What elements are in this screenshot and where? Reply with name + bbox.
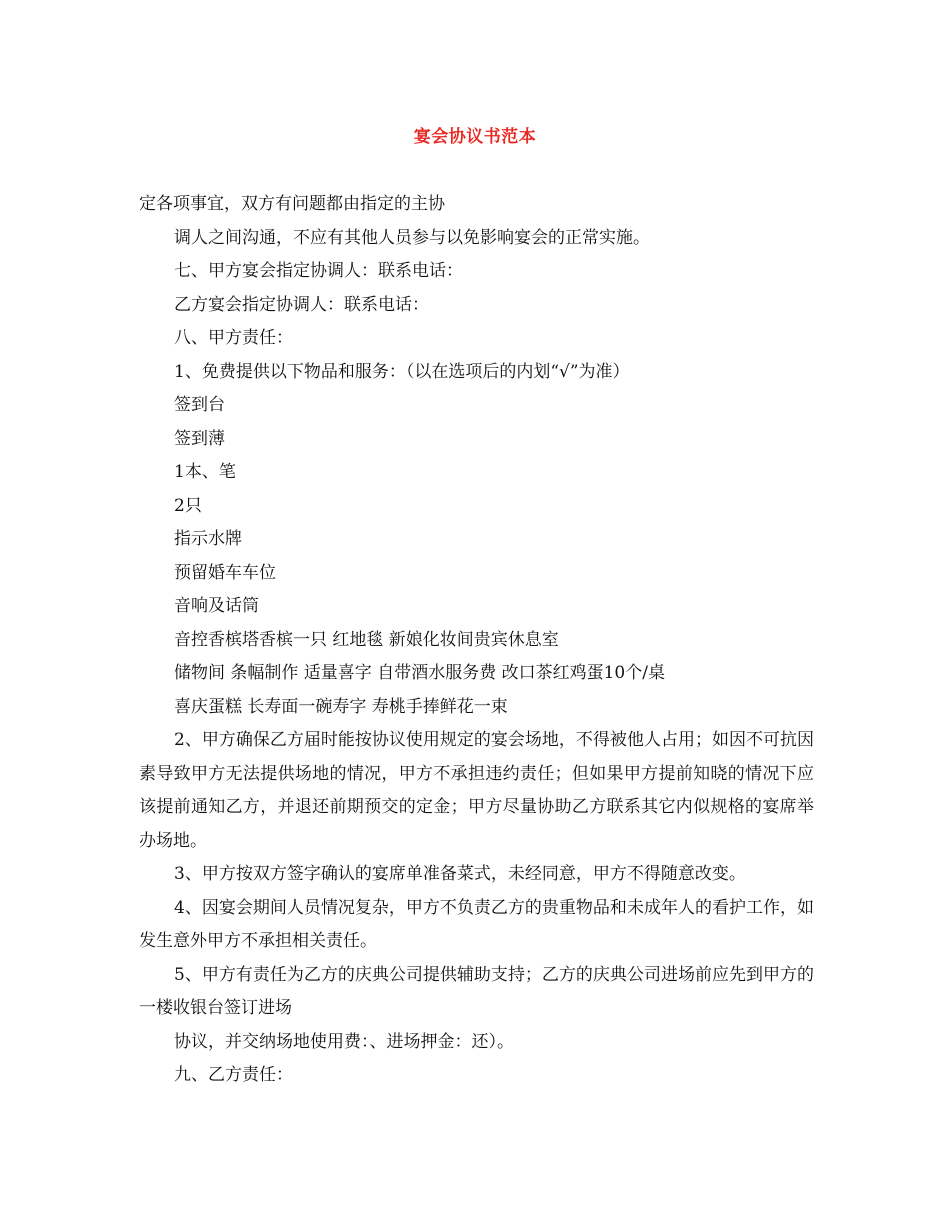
paragraph: 4、因宴会期间人员情况复杂，甲方不负责乙方的贵重物品和未成年人的看护工作，如发生意外甲方不承担相关责任。 <box>139 897 814 951</box>
list-item: 2只 <box>174 495 202 516</box>
text-line: 定各项事宜，双方有问题都由指定的主协 <box>139 194 445 214</box>
section-heading-8: 八、甲方责任： <box>174 328 293 348</box>
text-line: 乙方宴会指定协调人：联系电话： <box>174 294 429 315</box>
text-line: 1、免费提供以下物品和服务：（以在选项后的内划“√”为准） <box>174 361 630 382</box>
list-item: 签到台 <box>174 395 225 415</box>
document-title: 宴会协议书范本 <box>413 127 537 147</box>
list-item: 喜庆蛋糕 长寿面一碗寿字 寿桃手捧鲜花一束 <box>174 696 508 717</box>
list-item: 指示水牌 <box>174 529 242 549</box>
list-item: 签到薄 <box>174 428 225 449</box>
list-item: 储物间 条幅制作 适量喜字 自带酒水服务费 改口茶红鸡蛋10个/桌 <box>174 663 665 683</box>
paragraph: 3、甲方按双方签字确认的宴席单准备菜式，未经同意，甲方不得随意改变。 <box>174 864 746 884</box>
text-line: 调人之间沟通，不应有其他人员参与以免影响宴会的正常实施。 <box>174 227 650 248</box>
list-item: 预留婚车车位 <box>174 562 276 583</box>
list-item: 音响及话筒 <box>174 596 259 616</box>
list-item: 音控香槟塔香槟一只 红地毯 新娘化妆间贵宾休息室 <box>174 629 559 650</box>
document-body <box>139 188 814 1093</box>
list-item: 1本、笔 <box>174 462 236 482</box>
section-heading-7: 七、甲方宴会指定协调人：联系电话： <box>174 261 463 281</box>
section-heading-9: 九、乙方责任： <box>174 1065 293 1085</box>
paragraph: 2、甲方确保乙方届时能按协议使用规定的宴会场地，不得被他人占用；如因不可抗因素导致甲方无法提供场地的情况，甲方不承担违约责任；但如果甲方提前知晓的情况下应该提前通知乙方，并退还前期预交的定金；甲方尽量协助乙方联系其它内似规格的宴席举办场地。 <box>139 730 814 851</box>
paragraph: 5、甲方有责任为乙方的庆典公司提供辅助支持；乙方的庆典公司进场前应先到甲方的一楼收银台签订进场 <box>139 964 814 1018</box>
text-line: 协议，并交纳场地使用费：、进场押金：还）。 <box>174 1031 514 1052</box>
